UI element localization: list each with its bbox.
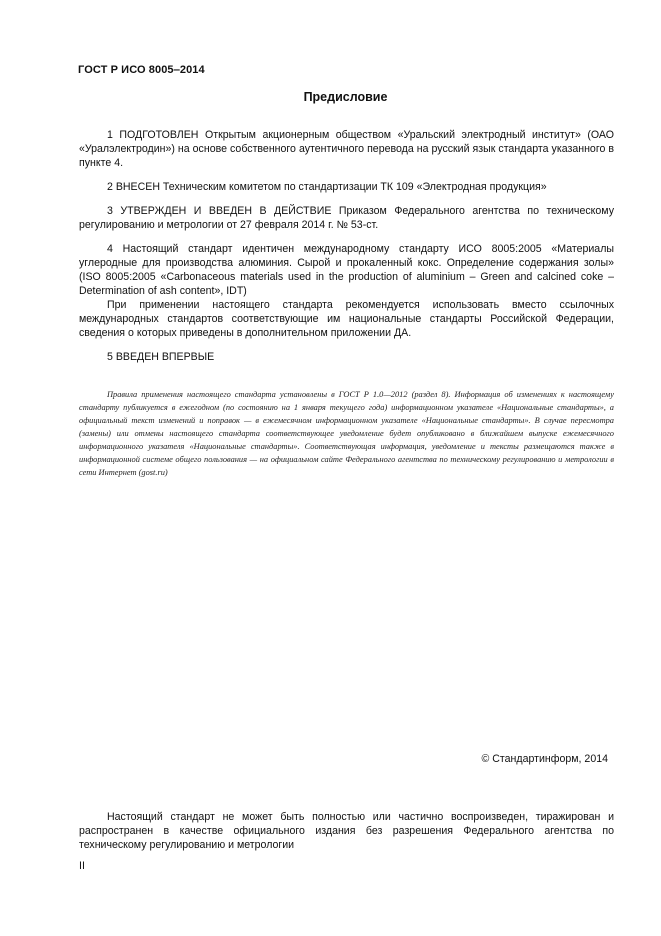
foreword-body: [79, 128, 614, 364]
paragraph-introduced: 2 ВНЕСЕН Техническим комитетом по стандартизации ТК 109 «Электродная продукция»: [107, 181, 547, 193]
reproduction-notice: [79, 810, 614, 852]
paragraph-prepared: 1 ПОДГОТОВЛЕН Открытым акционерным обществом «Уральский электродный институт» (ОАО «Уралэлектродин») на основе собственного аутентичного перевода на русский язык стандарта указанного в пункте 4.: [79, 129, 614, 169]
rules-note: [79, 388, 614, 479]
copyright-line: © Стандартинформ, 2014: [481, 753, 608, 765]
paragraph-first-introduced: 5 ВВЕДЕН ВПЕРВЫЕ: [107, 351, 215, 363]
standard-code: ГОСТ Р ИСО 8005‒2014: [78, 64, 205, 76]
paragraph-identical: 4 Настоящий стандарт идентичен международному стандарту ИСО 8005:2005 «Материалы углеродные для производства алюминия. Сырой и прокаленный кокс. Определение содержания золы» (ISO 8005:2005 «Carbonaceous materials used in the production of aluminium – Green and calcined coke – Determination of ash content», IDT): [79, 243, 614, 297]
paragraph-approved: 3 УТВЕРЖДЕН И ВВЕДЕН В ДЕЙСТВИЕ Приказом Федерального агентства по техническому регулированию и метрологии от 27 февраля 2014 г. № 53-ст.: [79, 205, 614, 231]
paragraph-application: При применении настоящего стандарта рекомендуется использовать вместо ссылочных международных стандартов соответствующие им национальные стандарты Российской Федерации, сведения о которых приведены в дополнительном приложении ДА.: [79, 299, 614, 339]
reproduction-notice-text: Настоящий стандарт не может быть полностью или частично воспроизведен, тиражирован и распространен в качестве официального издания без разрешения Федерального агентства по техническому регулированию и метрологии: [79, 811, 614, 851]
rules-note-text: Правила применения настоящего стандарта установлены в ГОСТ Р 1.0—2012 (раздел 8). Информация об изменениях к настоящему стандарту публикуется в ежегодном (по состоянию на 1 января текущего года) информационном указателе «Национальные стандарты», а официальный текст изменений и поправок — в ежемесячном информационном указателе «Национальные стандарты». В случае пересмотра (замены) или отмены настоящего стандарта соответствующее уведомление будет опубликовано в ближайшем выпуске ежемесячного информационного указателя «Национальные стандарты». Соответствующая информация, уведомление и тексты размещаются также в информационной системе общего пользования — на официальном сайте Федерального агентства по техническому регулированию и метрологии в сети Интернет (gost.ru): [79, 390, 614, 477]
page-title: Предисловие: [303, 90, 388, 104]
page-number: II: [79, 860, 85, 872]
